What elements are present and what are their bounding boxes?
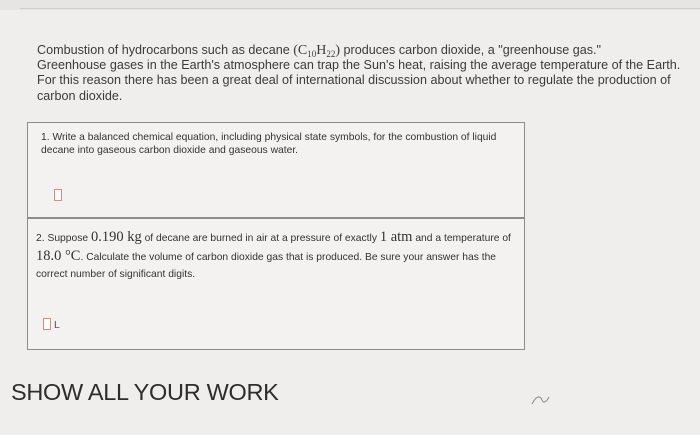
question-2-text — [36, 229, 518, 284]
q2-part1: 2. Suppose — [36, 233, 91, 244]
question-2-unit-label: L — [54, 319, 60, 331]
pen-mark-icon — [530, 392, 552, 408]
show-work-heading: SHOW ALL YOUR WORK — [11, 379, 279, 405]
q2-part4: . Calculate the volume of carbon dioxide gas that is produced. Be sure your answer has the correct number of significant digits. — [36, 251, 497, 280]
question-1-answer-input[interactable] — [54, 189, 62, 201]
intro-after-formula: produces carbon dioxide, a "greenhouse gas." — [340, 43, 602, 57]
q2-part2: of decane are burned in air at a pressure of exactly — [141, 233, 380, 244]
intro-rest: Greenhouse gases in the Earth's atmosphere can trap the Sun's heat, raising the average temperature of the Earth. For this reason there has been a great deal of international discussion about whether to regulate the production of carbon dioxide. — [37, 58, 681, 103]
q2-part3: and a temperature of — [412, 233, 511, 244]
question-divider — [28, 217, 524, 219]
decane-formula — [293, 43, 340, 58]
formula-h: H — [316, 43, 327, 58]
question-box — [27, 122, 525, 350]
q2-pressure: 1 atm — [379, 229, 413, 245]
intro-before-formula: Combustion of hydrocarbons such as decane — [37, 43, 294, 57]
question-2-answer-input[interactable] — [43, 318, 51, 330]
q2-temperature: 18.0 °C — [36, 247, 81, 264]
formula-open: (C — [293, 43, 308, 58]
formula-close: ) — [335, 43, 341, 58]
formula-sub-h: 22 — [326, 49, 336, 59]
question-1-text: 1. Write a balanced chemical equation, including physical state symbols, for the combustion of liquid decane into gaseous carbon dioxide and gaseous water. — [41, 132, 497, 156]
formula-sub-c: 10 — [307, 49, 317, 59]
top-divider — [20, 8, 700, 9]
q2-mass: 0.190 kg — [90, 229, 142, 245]
problem-intro — [37, 43, 682, 104]
